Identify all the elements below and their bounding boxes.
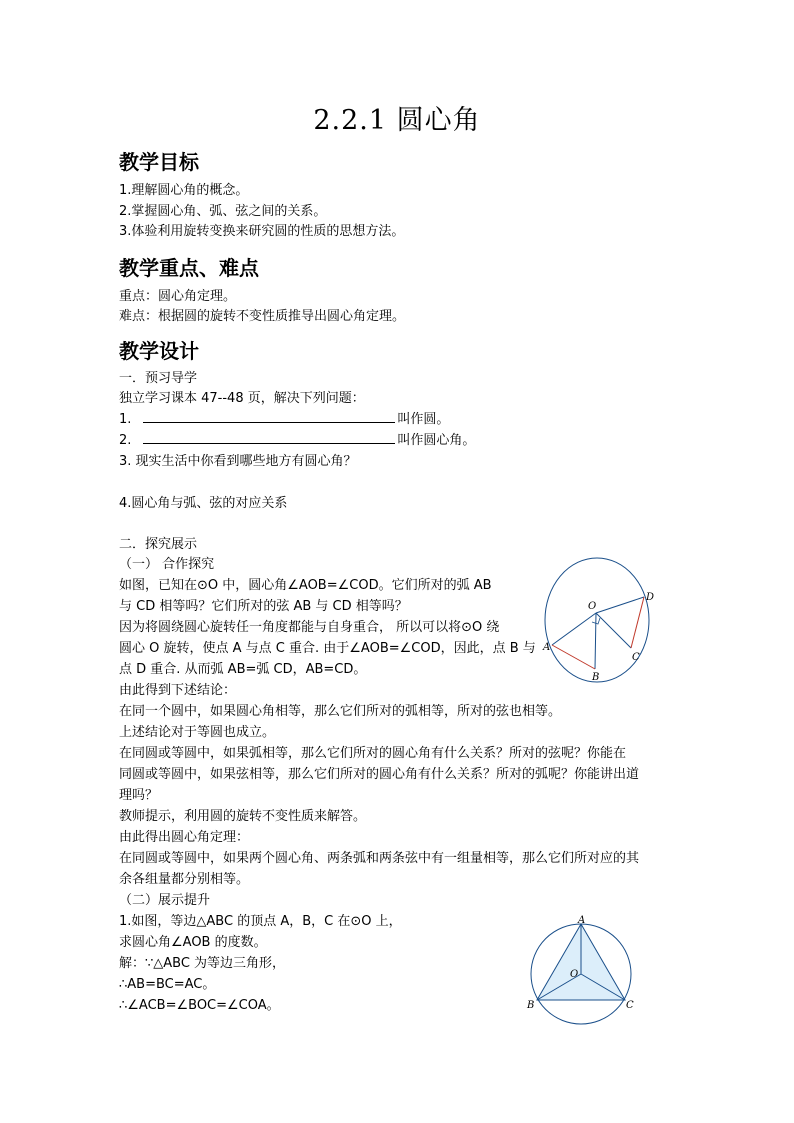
question-text: 叫作圆。 — [397, 412, 450, 427]
chord-cd — [631, 597, 644, 648]
explore-line: 余各组量都分别相等。 — [119, 872, 250, 887]
preview-question-3: 3. 现实生活中你看到哪些地方有圆心角？ — [119, 454, 357, 469]
goal-item: 2.掌握圆心角、弧、弦之间的关系。 — [119, 204, 327, 219]
label-o: O — [588, 601, 597, 612]
preview-question-4: 4.圆心角与弧、弦的对应关系 — [119, 496, 288, 511]
label-o: O — [570, 969, 579, 980]
question-text: 叫作圆心角。 — [397, 433, 476, 448]
explore-subheading: （一） 合作探究 — [119, 557, 215, 572]
key-point: 难点：根据圆的旋转不变性质推导出圆心角定理。 — [119, 309, 406, 324]
preview-question-2 — [119, 431, 475, 450]
explore-line: 理吗？ — [119, 788, 159, 803]
goals-heading: 教学目标 — [119, 150, 199, 174]
fill-blank — [143, 410, 395, 423]
explore-line: 在同一个圆中，如果圆心角相等，那么它们所对的弧相等，所对的弦也相等。 — [119, 704, 562, 719]
question-number: 1. — [119, 412, 132, 427]
explore-heading: 二．探究展示 — [119, 537, 198, 552]
design-heading: 教学设计 — [119, 339, 199, 363]
label-b: B — [527, 1000, 535, 1011]
explore-line: 由此得到下述结论： — [119, 683, 237, 698]
radius-od — [596, 597, 644, 613]
label-c: C — [626, 1000, 634, 1011]
radius-oc — [596, 613, 631, 648]
label-c: C — [632, 652, 640, 663]
preview-heading: 一．预习导学 — [119, 371, 198, 386]
question-number: 2. — [119, 433, 132, 448]
explore-line: 在同圆或等圆中，如果弧相等，那么它们所对的圆心角有什么关系？所对的弦呢？你能在 — [119, 746, 627, 761]
circle-central-angle-figure — [538, 550, 660, 690]
explore-line: 上述结论对于等圆也成立。 — [119, 725, 276, 740]
goal-item: 3.体验利用旋转变换来研究圆的性质的思想方法。 — [119, 224, 405, 239]
explore-line: 圆心 O 旋转，使点 A 与点 C 重合. 由于∠AOB=∠COD，因此，点 B 与 — [119, 641, 536, 656]
explore-line: 点 D 重合. 从而弧 AB=弧 CD，AB=CD。 — [119, 662, 367, 677]
showcase-subheading: （二）展示提升 — [119, 893, 211, 908]
label-a: A — [578, 915, 586, 926]
label-d: D — [646, 592, 655, 603]
radius-ob — [595, 613, 596, 669]
inscribed-triangle-figure — [523, 915, 643, 1033]
explore-line: 在同圆或等圆中，如果两个圆心角、两条弧和两条弦中有一组量相等，那么它们所对应的其 — [119, 851, 640, 866]
page-title: 2.2.1 圆心角 — [313, 105, 481, 136]
preview-question-1 — [119, 410, 449, 429]
explore-line: 由此得出圆心角定理： — [119, 830, 250, 845]
radius-oa — [552, 613, 596, 645]
fill-blank — [143, 431, 395, 444]
explore-line: 教师提示，利用圆的旋转不变性质来解答。 — [119, 809, 367, 824]
key-heading: 教学重点、难点 — [119, 256, 259, 280]
example-line: ∴∠ACB=∠BOC=∠COA。 — [119, 998, 280, 1013]
label-a: A — [543, 642, 551, 653]
circle-outline — [545, 558, 649, 682]
example-line: 求圆心角∠AOB 的度数。 — [119, 935, 267, 950]
chord-ab — [552, 645, 595, 669]
example-line: 1.如图，等边△ABC 的顶点 A，B，C 在⊙O 上， — [119, 914, 402, 929]
explore-line: 与 CD 相等吗？它们所对的弦 AB 与 CD 相等吗？ — [119, 599, 408, 614]
explore-line: 同圆或等圆中，如果弦相等，那么它们所对的圆心角有什么关系？所对的弧呢？你能讲出道 — [119, 767, 640, 782]
example-line: 解：∵△ABC 为等边三角形， — [119, 956, 286, 971]
explore-line: 因为将圆绕圆心旋转任一角度都能与自身重合， 所以可以将⊙O 绕 — [119, 620, 500, 635]
example-line: ∴AB=BC=AC。 — [119, 977, 216, 992]
goal-item: 1.理解圆心角的概念。 — [119, 183, 249, 198]
preview-intro: 独立学习课本 47--48 页，解决下列问题： — [119, 391, 365, 406]
explore-line: 如图，已知在⊙O 中，圆心角∠AOB=∠COD。它们所对的弧 AB — [119, 578, 492, 593]
key-point: 重点：圆心角定理。 — [119, 289, 237, 304]
label-b: B — [592, 672, 600, 683]
